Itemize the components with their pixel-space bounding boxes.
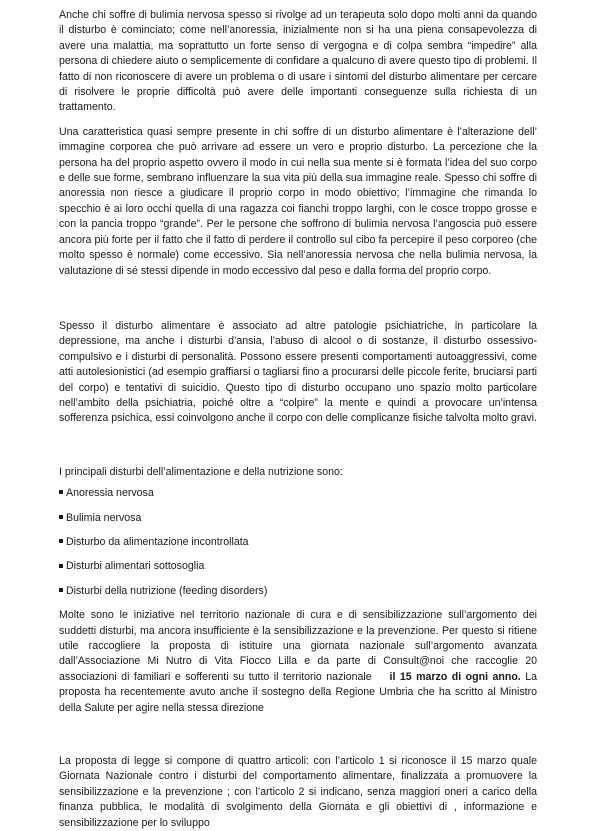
paragraph-list-intro: I principali disturbi dell’alimentazione e della nutrizione sono: <box>59 465 343 478</box>
list-item: Disturbo da alimentazione incontrollata <box>59 535 537 550</box>
paragraph-body-image: Una caratteristica quasi sempre presente in chi soffre di un disturbo alimentare è l’alterazione dell’ immagine corporea che può arrivare ad essere un vero e proprio disturbo. La percezione che la persona ha del proprio aspetto ovvero il modo in cui nella sua mente si è formata l’idea del suo corpo e delle sue forme, sembrano influenzare la sua vita più della sua immagine reale. Spesso chi soffre di anoressia non riesce a giudicare il proprio corpo in modo obiettivo; l’immagine che rimanda lo specchio è ai loro occhi quella di una ragazza coi fianchi troppo larghi, con le cosce troppo grosse e con la pancia troppo “grande”. Per le persone che soffrono di bulimia nervosa l’angoscia può essere ancora più forte per il fatto che il fatto di perdere il controllo sul cibo fa percepire il peso corporeo (che molto spesso è normale) come eccessivo. Sia nell’anoressia nervosa che nella bulimia nervosa, la valutazione di sé stessi dipende in modo eccessivo dal peso e dalla forma del proprio corpo. <box>59 125 537 277</box>
list-item: Anoressia nervosa <box>59 486 537 501</box>
bullet-icon <box>59 539 63 543</box>
paragraph-bulimia-therapy: Anche chi soffre di bulimia nervosa spesso si rivolge ad un terapeuta solo dopo molti anni da quando il disturbo è cominciato; come nell’anoressia, inizialmente non si ha una piena consapevolezza di avere una malattia, ma soprattutto un forte senso di vergogna e di colpa sembra “impedire” alla persona di chiedere aiuto o semplicemente di confidare a qualcuno di avere questo tipo di problemi. Il fatto di non riconoscere di avere un problema o di usare i sintomi del disturbo alimentare per cercare di risolvere le proprie difficoltà può avere delle importanti conseguenze sulla richiesta di un trattamento. <box>59 9 537 114</box>
paragraph-law-proposal: La proposta di legge si compone di quattro articoli: con l’articolo 1 si riconosce il 15 marzo quale Giornata Nazionale contro i disturbi del comportamento alimentare, finalizzata a promuovere la sensibilizzazione e la prevenzione ; con l’articolo 2 si indicano, senza maggiori oneri a carico della finanza pubblica, le modalità di svolgimento della Giornata e gli obiettivi di , informazione e sensibilizzazione per lo sviluppo <box>59 755 537 829</box>
paragraph-initiatives: Molte sono le iniziative nel territorio nazionale di cura e di sensibilizzazione sull’argomento dei suddetti disturbi, ma ancora insufficiente è la sensibilizzazione e la prevenzione. Per questo si ritiene utile raccogliere la proposta di istituire una giornata nazionale sull’argomento avanzata dall’Associazione Mi Nutro di Vita Fiocco Lilla e da parte di Consult@noi che raccoglie 20 associazioni di familiari e sofferenti su tutto il territorio nazionale il 15 marzo di ogni anno. La proposta ha recentemente avuto anche il sostegno della Regione Umbria che ha scritto al Ministro della Salute per agire nella stessa direzione <box>59 609 537 714</box>
list-item: Disturbi alimentari sottosoglia <box>59 559 537 574</box>
list-item: Disturbi della nutrizione (feeding disorders) <box>59 584 537 599</box>
bullet-icon <box>59 564 63 568</box>
bullet-icon <box>59 588 63 592</box>
list-item: Bulimia nervosa <box>59 511 537 526</box>
disorders-list <box>59 486 537 599</box>
document-page <box>59 0 537 831</box>
paragraph-comorbidity: Spesso il disturbo alimentare è associato ad altre patologie psichiatriche, in particolare la depressione, ma anche i disturbi d’ansia, l’abuso di alcool o di sostanze, il disturbo ossessivo-compulsivo e i disturbi di personalità. Possono essere presenti comportamenti autoaggressivi, come atti autolesionistici (ad esempio graffiarsi o tagliarsi fino a procurarsi delle piccole ferite, bruciarsi parti del corpo) e tentativi di suicidio. Questo tipo di disturbo occupano uno spazio molto particolare nell’ambito della psichiatria, poiché oltre a “colpire” la mente e quindi a provocare un’intensa sofferenza psichica, essi coinvolgono anche il corpo con delle complicanze fisiche talvolta molto gravi. <box>59 319 537 425</box>
national-day-date: il 15 marzo di ogni anno. <box>389 670 521 683</box>
bullet-icon <box>59 490 63 494</box>
bullet-icon <box>59 515 63 519</box>
